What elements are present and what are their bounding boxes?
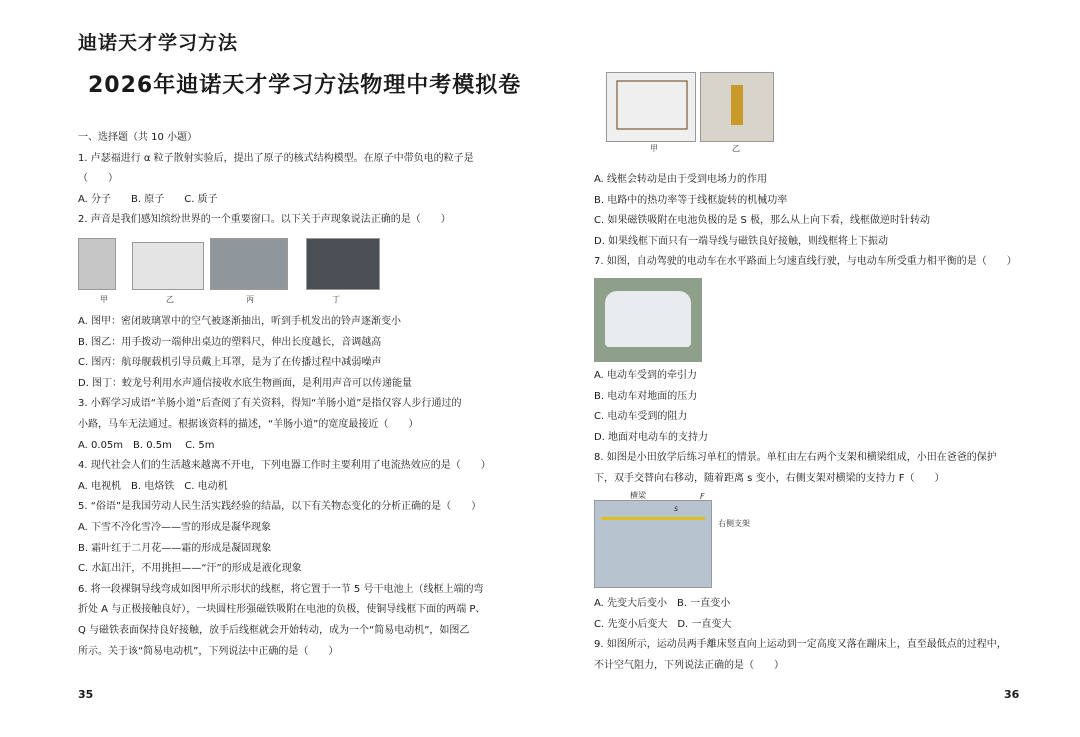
text-line: A. 先变大后变小 B. 一直变小 [594, 598, 731, 609]
text-line: A. 线框会转动是由于受到电场力的作用 [594, 174, 768, 185]
text-line: 一、选择题（共 10 小题） [78, 132, 198, 143]
support-label: 右侧支架 [718, 519, 750, 528]
text-line: A. 下雪不冷化雪冷——雪的形成是凝华现象 [78, 521, 272, 533]
text-line: D. 如果线框下面只有一端导线与磁铁良好接触，则线框将上下振动 [594, 235, 889, 247]
figure-wire-frame [606, 72, 696, 142]
text-line: A. 图甲：密闭玻璃罩中的空气被逐渐抽出，听到手机发出的铃声逐渐变小 [78, 316, 402, 327]
text-line: 1. 卢瑟福进行 α 粒子散射实验后，提出了原子的核式结构模型。在原子中带负电的粒子是 [78, 152, 474, 164]
text-line: A. 电视机 B. 电烙铁 C. 电动机 [78, 480, 228, 492]
text-line: 8. 如图是小田放学后练习单杠的情景。单杠由左右两个支架和横梁组成，小田在爸爸的保护 [594, 452, 997, 464]
text-line: 折处 A 与正极接触良好），一块圆柱形强磁铁吸附在电池的负极，使铜导线框下面的两端 P、 [78, 604, 486, 616]
force-label: F [700, 492, 705, 501]
q2-figure-group [78, 238, 378, 308]
bus-body-icon [605, 291, 691, 347]
text-line: 4. 现代社会人们的生活越来越离不开电，下列电器工作时主要利用了电流热效应的是（ ） [78, 460, 491, 472]
figure-label: 乙 [166, 295, 174, 304]
text-line: B. 图乙：用手拨动一端伸出桌边的塑料尺，伸出长度越长，音调越高 [78, 336, 382, 348]
text-line: D. 地面对电动车的支持力 [594, 431, 709, 443]
text-line: 7. 如图，自动驾驶的电动车在水平路面上匀速直线行驶，与电动车所受重力相平衡的是（ ） [594, 256, 1017, 268]
text-line: 9. 如图所示，运动员两手離床竖直向上运动到一定高度又落在蹦床上，直至最低点的过程中， [594, 639, 1007, 651]
right-page-text [594, 170, 1024, 273]
text-line: Q 与磁铁表面保持良好接触，放手后线框就会开始转动，成为一个“简易电动机”，如图乙 [78, 624, 470, 636]
text-line: 下，双手交替向右移动，随着距离 s 变小，右侧支架对横梁的支持力 F（ ） [594, 472, 945, 484]
text-line: B. 霜叶红于二月花——霜的形成是凝固现象 [78, 542, 272, 554]
text-line: C. 先变小后变大 D. 一直变大 [594, 618, 732, 630]
brand-header: 迪诺天才学习方法 [78, 32, 239, 54]
left-page-text-2 [78, 312, 518, 662]
figure-ruler [132, 242, 204, 290]
text-line: A. 电动车受到的牵引力 [594, 370, 698, 381]
distance-label: s [674, 504, 679, 513]
text-line: 不计空气阻力，下列说法正确的是（ ） [594, 659, 784, 671]
figure-label: 甲 [100, 295, 108, 304]
text-line: 3. 小辉学习成语“羊肠小道”后查阅了有关资料，得知“羊肠小道”是指仅容人步行通过的 [78, 398, 462, 410]
q8-figure-group [594, 490, 774, 590]
left-page-text [78, 128, 518, 231]
text-line: 5. “俗语”是我国劳动人民生活实践经验的结晶，以下有关物态变化的分析正确的是（ ） [78, 501, 482, 513]
text-line: 所示。关于该“简易电动机”，下列说法中正确的是（ ） [78, 645, 339, 657]
figure-label: 丙 [246, 295, 254, 304]
text-line: D. 图丁：蛟龙号利用水声通信接收水底生物画面，是利用声音可以传递能量 [78, 377, 413, 389]
figure-aircraft-carrier [210, 238, 288, 290]
text-line: C. 电动车受到的阻力 [594, 411, 688, 423]
figure-label: 甲 [650, 144, 658, 153]
text-line: A. 分子 B. 原子 C. 质子 [78, 193, 218, 205]
figure-electric-bus [594, 278, 702, 362]
text-line: （ ） [78, 173, 118, 185]
text-line: C. 水缸出汗，不用挑担——“汗”的形成是液化现象 [78, 563, 302, 575]
text-line: C. 如果磁铁吸附在电池负极的是 S 极，那么从上向下看，线框做逆时针转动 [594, 215, 931, 227]
right-page-text-3 [594, 594, 1024, 676]
battery-icon [731, 85, 743, 125]
figure-label: 丁 [332, 295, 340, 304]
page-number-right: 36 [1004, 688, 1020, 701]
text-line: B. 电路中的热功率等于线框旋转的机械功率 [594, 194, 788, 206]
q6-figure-group [606, 72, 776, 154]
beam-label: 横梁 [630, 491, 646, 500]
text-line: 6. 将一段裸铜导线弯成如图甲所示形状的线框，将它置于一节 5 号干电池上（线框上端的弯 [78, 583, 484, 595]
page-number-left: 35 [78, 688, 94, 701]
text-line: A. 0.05m B. 0.5m C. 5m [78, 439, 215, 451]
figure-horizontal-bar [594, 500, 712, 588]
figure-label: 乙 [732, 144, 740, 153]
figure-bell-jar [78, 238, 116, 290]
beam-icon [601, 517, 705, 520]
wire-frame-icon [607, 73, 695, 141]
text-line: C. 图丙：航母舰载机引导员戴上耳罩，是为了在传播过程中减弱噪声 [78, 357, 382, 369]
text-line: 小路，马车无法通过。根据该资料的描述，“羊肠小道”的宽度最接近（ ） [78, 418, 419, 430]
figure-motor [700, 72, 774, 142]
figure-submersible [306, 238, 380, 290]
text-line: 2. 声音是我们感知缤纷世界的一个重要窗口。以下关于声现象说法正确的是（ ） [78, 214, 451, 226]
right-page-text-2 [594, 366, 1024, 490]
page-title: 2026年迪诺天才学习方法物理中考模拟卷 [88, 73, 522, 98]
text-line: B. 电动车对地面的压力 [594, 390, 698, 402]
